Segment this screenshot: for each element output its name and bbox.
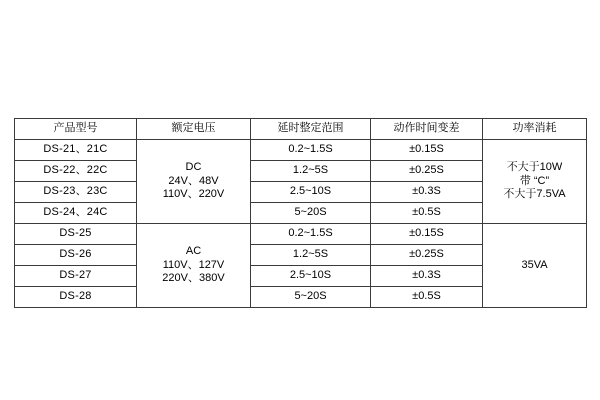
table-header-cell-voltage: 额定电压 <box>137 119 251 140</box>
cell-model: DS-25 <box>15 224 137 245</box>
voltage-line: 110V、127V <box>162 258 225 271</box>
table-header-cell-power: 功率消耗 <box>483 119 587 140</box>
cell-deviation: ±0.15S <box>371 224 483 245</box>
cell-range: 5~20S <box>251 287 371 308</box>
voltage-line: DC <box>185 160 202 173</box>
cell-power-dc <box>483 140 587 224</box>
cell-deviation: ±0.3S <box>371 182 483 203</box>
cell-model: DS-24、24C <box>15 203 137 224</box>
cell-deviation: ±0.5S <box>371 287 483 308</box>
cell-model: DS-27 <box>15 266 137 287</box>
cell-model: DS-21、21C <box>15 140 137 161</box>
table-header-cell-model: 产品型号 <box>15 119 137 140</box>
cell-deviation: ±0.3S <box>371 266 483 287</box>
cell-model: DS-26 <box>15 245 137 266</box>
cell-deviation: ±0.25S <box>371 161 483 182</box>
power-line: 带 “C” <box>519 174 550 187</box>
cell-voltage-ac <box>137 224 251 308</box>
cell-deviation: ±0.25S <box>371 245 483 266</box>
table-header-cell-deviation: 动作时间变差 <box>371 119 483 140</box>
cell-range: 2.5~10S <box>251 266 371 287</box>
cell-voltage-dc <box>137 140 251 224</box>
cell-deviation: ±0.5S <box>371 203 483 224</box>
cell-range: 1.2~5S <box>251 245 371 266</box>
cell-deviation: ±0.15S <box>371 140 483 161</box>
table-header-row <box>15 119 587 140</box>
cell-model: DS-23、23C <box>15 182 137 203</box>
voltage-line: AC <box>185 244 202 257</box>
specification-table-container <box>14 118 586 308</box>
power-line: 不大于7.5VA <box>503 188 566 201</box>
voltage-line: 24V、48V <box>168 174 219 187</box>
table-row <box>15 224 587 245</box>
table-header-cell-range: 延时整定范围 <box>251 119 371 140</box>
cell-range: 1.2~5S <box>251 161 371 182</box>
cell-range: 2.5~10S <box>251 182 371 203</box>
voltage-line: 110V、220V <box>162 188 225 201</box>
cell-range: 0.2~1.5S <box>251 224 371 245</box>
cell-range: 0.2~1.5S <box>251 140 371 161</box>
voltage-line: 220V、380V <box>162 272 225 285</box>
power-line: 不大于10W <box>506 160 563 173</box>
specification-table <box>14 118 587 308</box>
power-line: 35VA <box>521 258 548 271</box>
cell-model: DS-22、22C <box>15 161 137 182</box>
cell-range: 5~20S <box>251 203 371 224</box>
cell-model: DS-28 <box>15 287 137 308</box>
cell-power-ac <box>483 224 587 308</box>
table-row <box>15 140 587 161</box>
